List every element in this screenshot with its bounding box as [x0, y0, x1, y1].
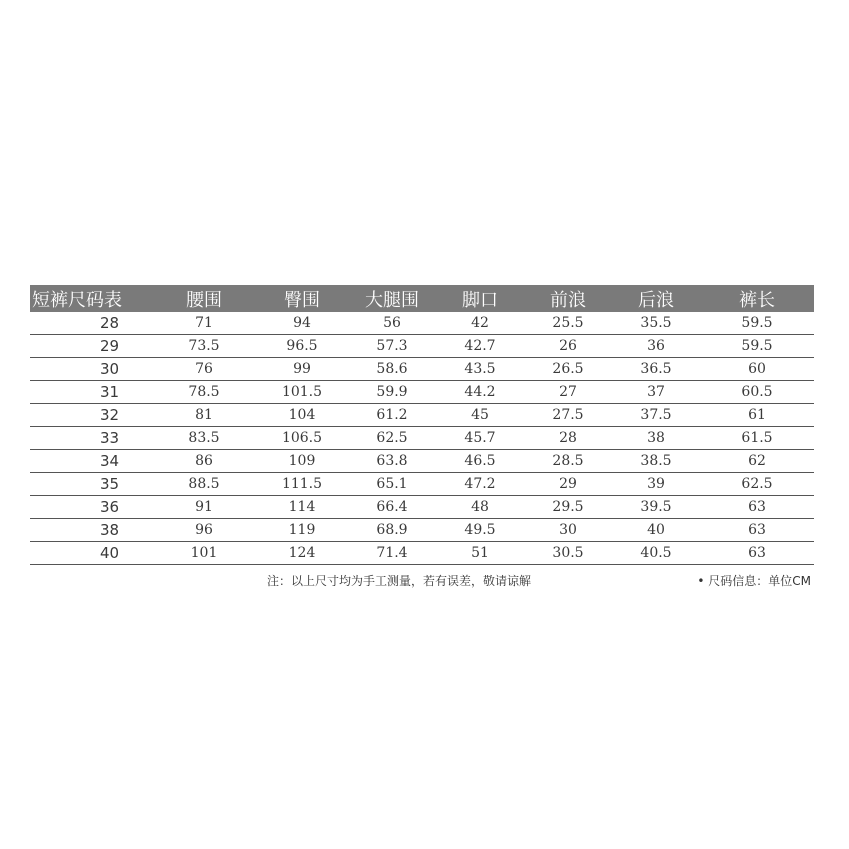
measurement-cell: 101.5 — [256, 381, 348, 404]
measurement-cell: 114 — [256, 496, 348, 519]
measurement-cell: 59.9 — [348, 381, 436, 404]
measurement-cell: 28.5 — [524, 450, 612, 473]
measurement-cell: 51 — [436, 542, 524, 565]
table-row — [30, 312, 814, 335]
size-cell: 29 — [30, 335, 152, 358]
measurement-cell: 38 — [612, 427, 700, 450]
measurement-cell: 104 — [256, 404, 348, 427]
measurement-cell: 59.5 — [700, 335, 814, 358]
table-row — [30, 519, 814, 542]
measurement-cell: 38.5 — [612, 450, 700, 473]
size-cell: 36 — [30, 496, 152, 519]
unit-note: • 尺码信息：单位CM — [697, 574, 811, 588]
measurement-cell: 40.5 — [612, 542, 700, 565]
table-row — [30, 542, 814, 565]
measurement-cell: 101 — [152, 542, 256, 565]
measurement-cell: 37 — [612, 381, 700, 404]
header-cell: 臀围 — [256, 285, 348, 312]
table-row — [30, 496, 814, 519]
header-row — [30, 285, 814, 312]
header-cell: 脚口 — [436, 285, 524, 312]
measurement-cell: 63 — [700, 519, 814, 542]
measurement-cell: 91 — [152, 496, 256, 519]
measurement-cell: 35.5 — [612, 312, 700, 335]
measurement-cell: 124 — [256, 542, 348, 565]
table-row — [30, 404, 814, 427]
header-cell: 短裤尺码表 — [30, 285, 152, 312]
measurement-cell: 39.5 — [612, 496, 700, 519]
measurement-cell: 43.5 — [436, 358, 524, 381]
measurement-cell: 99 — [256, 358, 348, 381]
size-chart-body — [30, 312, 814, 565]
header-cell: 前浪 — [524, 285, 612, 312]
measurement-cell: 83.5 — [152, 427, 256, 450]
measurement-cell: 29 — [524, 473, 612, 496]
measurement-cell: 119 — [256, 519, 348, 542]
measurement-cell: 27.5 — [524, 404, 612, 427]
measurement-cell: 109 — [256, 450, 348, 473]
measurement-cell: 61.2 — [348, 404, 436, 427]
measurement-cell: 61.5 — [700, 427, 814, 450]
measurement-cell: 37.5 — [612, 404, 700, 427]
table-row — [30, 427, 814, 450]
measurement-cell: 42.7 — [436, 335, 524, 358]
table-row — [30, 473, 814, 496]
size-cell: 28 — [30, 312, 152, 335]
size-cell: 30 — [30, 358, 152, 381]
measurement-cell: 42 — [436, 312, 524, 335]
measurement-cell: 56 — [348, 312, 436, 335]
measurement-cell: 57.3 — [348, 335, 436, 358]
measurement-cell: 48 — [436, 496, 524, 519]
size-chart-table — [30, 285, 814, 565]
measurement-cell: 36.5 — [612, 358, 700, 381]
measurement-cell: 65.1 — [348, 473, 436, 496]
measurement-cell: 58.6 — [348, 358, 436, 381]
measurement-cell: 30.5 — [524, 542, 612, 565]
size-cell: 35 — [30, 473, 152, 496]
measurement-cell: 63 — [700, 496, 814, 519]
measurement-cell: 71.4 — [348, 542, 436, 565]
measurement-cell: 76 — [152, 358, 256, 381]
measurement-cell: 29.5 — [524, 496, 612, 519]
measurement-cell: 94 — [256, 312, 348, 335]
size-cell: 38 — [30, 519, 152, 542]
measurement-cell: 61 — [700, 404, 814, 427]
header-cell: 后浪 — [612, 285, 700, 312]
measurement-cell: 62.5 — [348, 427, 436, 450]
measurement-cell: 46.5 — [436, 450, 524, 473]
measurement-cell: 60 — [700, 358, 814, 381]
measurement-cell: 68.9 — [348, 519, 436, 542]
measurement-cell: 60.5 — [700, 381, 814, 404]
footnote-row — [30, 572, 814, 592]
measurement-cell: 62.5 — [700, 473, 814, 496]
table-row — [30, 358, 814, 381]
measurement-note: 注：以上尺寸均为手工测量，若有误差，敬请谅解 — [267, 574, 532, 588]
table-row — [30, 335, 814, 358]
measurement-cell: 96.5 — [256, 335, 348, 358]
measurement-cell: 81 — [152, 404, 256, 427]
measurement-cell: 96 — [152, 519, 256, 542]
measurement-cell: 27 — [524, 381, 612, 404]
measurement-cell: 106.5 — [256, 427, 348, 450]
header-cell: 腰围 — [152, 285, 256, 312]
header-cell: 大腿围 — [348, 285, 436, 312]
measurement-cell: 25.5 — [524, 312, 612, 335]
size-cell: 34 — [30, 450, 152, 473]
size-chart-header — [30, 285, 814, 312]
measurement-cell: 111.5 — [256, 473, 348, 496]
measurement-cell: 44.2 — [436, 381, 524, 404]
size-cell: 33 — [30, 427, 152, 450]
measurement-cell: 86 — [152, 450, 256, 473]
measurement-cell: 40 — [612, 519, 700, 542]
measurement-cell: 78.5 — [152, 381, 256, 404]
header-cell: 裤长 — [700, 285, 814, 312]
measurement-cell: 63.8 — [348, 450, 436, 473]
size-cell: 31 — [30, 381, 152, 404]
measurement-cell: 28 — [524, 427, 612, 450]
measurement-cell: 71 — [152, 312, 256, 335]
measurement-cell: 26.5 — [524, 358, 612, 381]
measurement-cell: 59.5 — [700, 312, 814, 335]
measurement-cell: 66.4 — [348, 496, 436, 519]
size-cell: 40 — [30, 542, 152, 565]
measurement-cell: 88.5 — [152, 473, 256, 496]
size-cell: 32 — [30, 404, 152, 427]
measurement-cell: 45 — [436, 404, 524, 427]
measurement-cell: 73.5 — [152, 335, 256, 358]
measurement-cell: 49.5 — [436, 519, 524, 542]
measurement-cell: 39 — [612, 473, 700, 496]
measurement-cell: 63 — [700, 542, 814, 565]
measurement-cell: 26 — [524, 335, 612, 358]
measurement-cell: 36 — [612, 335, 700, 358]
measurement-cell: 47.2 — [436, 473, 524, 496]
table-row — [30, 381, 814, 404]
table-row — [30, 450, 814, 473]
measurement-cell: 45.7 — [436, 427, 524, 450]
measurement-cell: 30 — [524, 519, 612, 542]
measurement-cell: 62 — [700, 450, 814, 473]
